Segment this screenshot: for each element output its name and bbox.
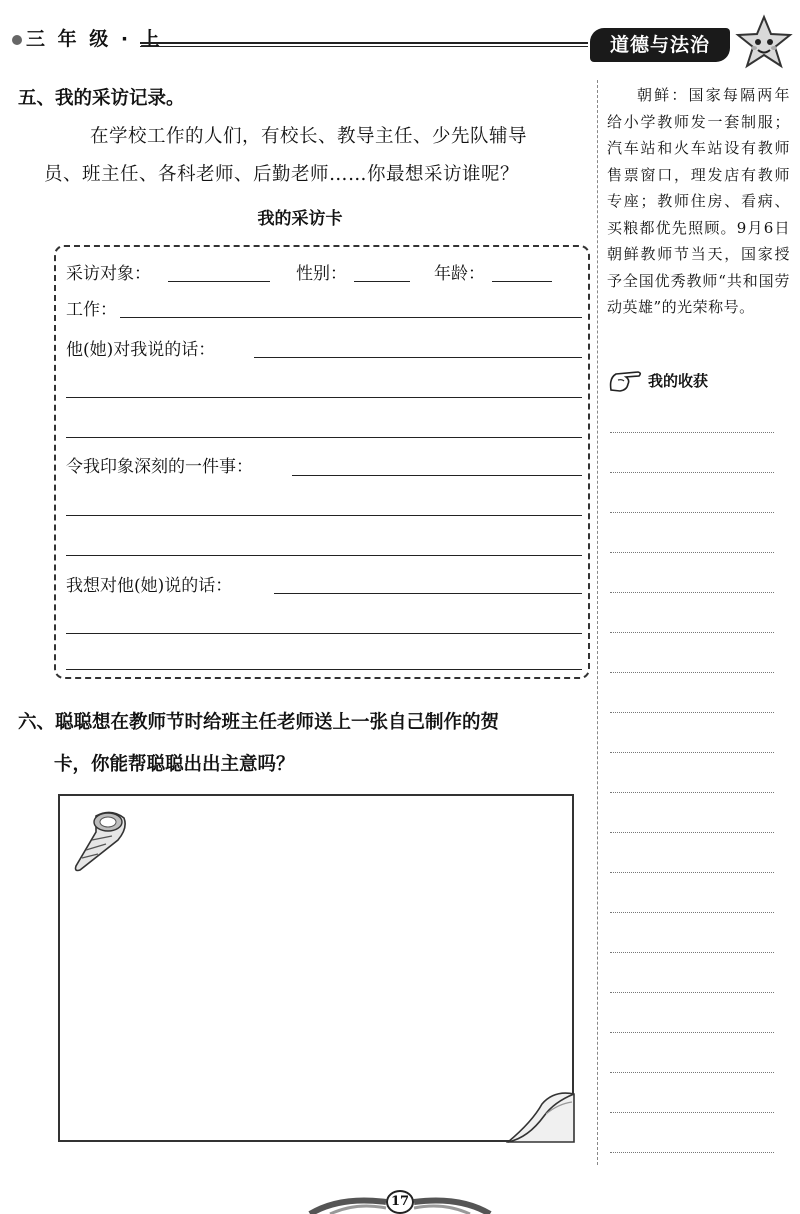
side-divider <box>597 80 598 1165</box>
harvest-answer-line[interactable] <box>610 953 774 993</box>
my-words-label: 我想对他(她)说的话： <box>66 576 233 596</box>
page-header <box>0 0 800 70</box>
page-number: 17 <box>386 1190 414 1214</box>
harvest-answer-line[interactable] <box>610 1113 774 1153</box>
harvest-answer-line[interactable] <box>610 873 774 913</box>
harvest-answer-line[interactable] <box>610 753 774 793</box>
subject-banner: 道德与法治 <box>590 28 730 62</box>
side-note-text: 朝鲜：国家每隔两年给小学教师发一套制服；汽车站和火车站设有教师售票窗口，理发店有教师专座；教师住房、看病、买粮都优先照顾。9月6日朝鲜教师节当天，国家授予全国优秀教师“共和国劳动英雄”的光荣称号。 <box>607 86 790 316</box>
memorable-event-line-3[interactable] <box>66 555 582 556</box>
harvest-answer-line[interactable] <box>610 993 774 1033</box>
job-field[interactable] <box>120 317 582 318</box>
section6-title <box>18 702 588 786</box>
harvest-answer-line[interactable] <box>610 713 774 753</box>
memorable-event-field[interactable] <box>292 475 582 476</box>
harvest-answer-lines[interactable] <box>610 432 774 1153</box>
harvest-answer-line[interactable] <box>610 673 774 713</box>
paragraph-line-2: 员、班主任、各科老师、后勤老师……你最想采访谁呢？ <box>44 164 520 185</box>
grade-text: 三 年 级 · 上 <box>26 28 163 50</box>
harvest-answer-line[interactable] <box>610 513 774 553</box>
harvest-answer-line[interactable] <box>610 553 774 593</box>
words-to-me-field[interactable] <box>254 357 582 358</box>
subject-field[interactable] <box>168 281 270 282</box>
star-mascot-icon <box>734 14 794 70</box>
pointing-hand-icon <box>608 368 644 394</box>
header-rule <box>140 42 588 44</box>
gender-label: 性别： <box>296 264 347 284</box>
section5-paragraph <box>44 118 594 194</box>
my-words-line-2[interactable] <box>66 633 582 634</box>
page-curl-icon <box>502 1052 576 1144</box>
paragraph-line-1: 在学校工作的人们，有校长、教导主任、少先队辅导 <box>90 126 528 147</box>
interview-card <box>54 245 590 679</box>
harvest-answer-line[interactable] <box>610 433 774 473</box>
section5-title: 五、我的采访记录。 <box>18 88 185 109</box>
harvest-answer-line[interactable] <box>610 1073 774 1113</box>
section6-title-line-2: 卡，你能帮聪聪出出主意吗？ <box>54 754 295 775</box>
harvest-label: 我的收获 <box>648 372 709 390</box>
side-note <box>607 82 790 321</box>
harvest-answer-line[interactable] <box>610 793 774 833</box>
bullet-icon <box>12 35 22 45</box>
interview-card-title: 我的采访卡 <box>257 209 343 229</box>
header-rule-thin <box>140 46 588 47</box>
harvest-answer-line[interactable] <box>610 473 774 513</box>
gender-field[interactable] <box>354 281 410 282</box>
memorable-event-label: 令我印象深刻的一件事： <box>66 457 253 477</box>
words-to-me-label: 他(她)对我说的话： <box>66 340 216 360</box>
memorable-event-line-2[interactable] <box>66 515 582 516</box>
job-label: 工作： <box>66 300 117 320</box>
harvest-heading <box>608 366 788 396</box>
harvest-answer-line[interactable] <box>610 1033 774 1073</box>
words-to-me-line-3[interactable] <box>66 437 582 438</box>
harvest-answer-line[interactable] <box>610 833 774 873</box>
my-words-field[interactable] <box>274 593 582 594</box>
subject-label: 采访对象： <box>66 264 151 284</box>
section6-title-line-1: 六、聪聪想在教师节时给班主任老师送上一张自己制作的贺 <box>18 712 500 733</box>
age-field[interactable] <box>492 281 552 282</box>
my-words-line-3[interactable] <box>66 669 582 670</box>
harvest-answer-line[interactable] <box>610 593 774 633</box>
harvest-answer-line[interactable] <box>610 633 774 673</box>
words-to-me-line-2[interactable] <box>66 397 582 398</box>
harvest-answer-line[interactable] <box>610 913 774 953</box>
page-footer <box>300 1186 500 1214</box>
conch-shell-icon <box>66 806 146 876</box>
age-label: 年龄： <box>434 264 485 284</box>
